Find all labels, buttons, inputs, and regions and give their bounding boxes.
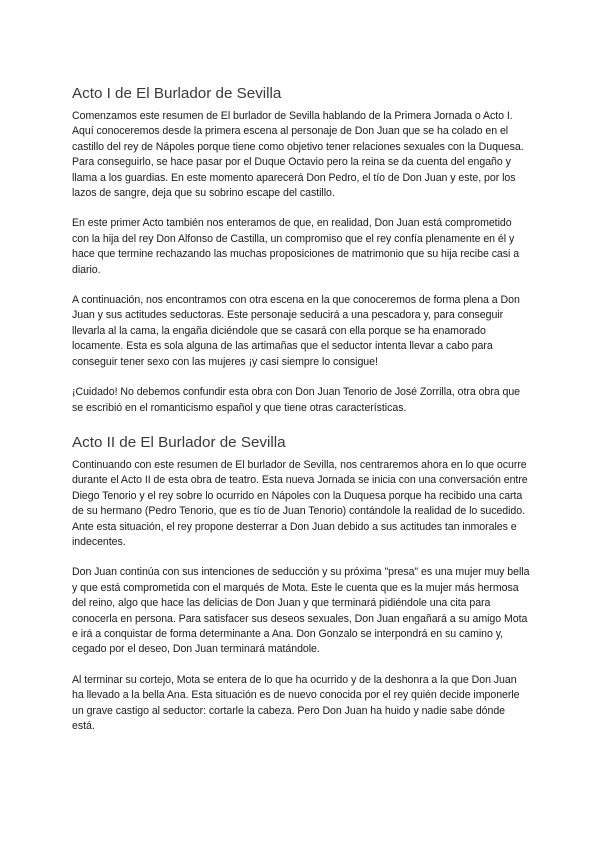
paragraph: Al terminar su cortejo, Mota se entera de lo que ha ocurrido y de la deshonra a la que Don Juan ha llevado a la bella Ana. Esta situación es de nuevo conocida por el rey quién decide imponerle un grave castigo al seductor: cortarle la cabeza. Pero Don Juan ha huido y nadie sabe dónde está.: [72, 673, 520, 732]
paragraph: Continuando con este resumen de El burlador de Sevilla, nos centraremos ahora en lo que ocurre durante el Acto II de esta obra de teatro. Esta nueva Jornada se inicia con una conversación entre Diego Tenorio y el rey sobre lo ocurrido en Nápoles con la Duquesa porque ha recibido una carta de su hermano (Pedro Tenorio, que es tío de Juan Tenorio) contándole la realidad de lo sucedido. Ante esta situación, el rey propone desterrar a Don Juan debido a sus actitudes tan inmorales e indecentes.: [72, 458, 528, 548]
paragraph: En este primer Acto también nos enteramos de que, en realidad, Don Juan está comprometido con la hija del rey Don Alfonso de Castilla, un compromiso que el rey confía plenamente en él y hace que termine rechazando las muchas proposiciones de matrimonio que su hija recibe casi a diario.: [72, 217, 520, 276]
paragraph: Comenzamos este resumen de El burlador de Sevilla hablando de la Primera Jornada o Acto I. Aquí conoceremos desde la primera escena al personaje de Don Juan que se ha colado en el castillo del rey de Nápoles porque tiene como objetivo tener relaciones sexuales con la Duquesa. Para conseguirlo, se hace pasar por el Duque Octavio pero la reina se da cuenta del engaño y llama a los guardias. En este momento aparecerá Don Pedro, el tío de Don Juan y este, por los lazos de sangre, deja que su sobrino escape del castillo.: [72, 110, 524, 200]
section-heading: Acto I de El Burlador de Sevilla: [72, 85, 282, 102]
document-page: [72, 84, 530, 734]
section-acto-1: [72, 84, 530, 416]
section-acto-2: [72, 433, 530, 735]
paragraph: A continuación, nos encontramos con otra escena en la que conoceremos de forma plena a Don Juan y sus actitudes seductoras. Este personaje seducirá a una pescadora y, para conseguir llevarla al la cama, la engaña diciéndole que se casará con ella porque se ha enamorado locamente. Esta es sola alguna de las artimañas que el seductor intenta llevar a cabo para conseguir tener sexo con las mujeres ¡y casi siempre lo consigue!: [72, 294, 520, 368]
paragraph: ¡Cuidado! No debemos confundir esta obra con Don Juan Tenorio de José Zorrilla, otra obra que se escribió en el romanticismo español y que tiene otras características.: [72, 386, 521, 414]
section-heading: Acto II de El Burlador de Sevilla: [72, 433, 286, 451]
paragraph: Don Juan continúa con sus intenciones de seducción y su próxima "presa" es una mujer muy bella y que está comprometida con el marqués de Mota. Este le cuenta que es la mujer más hermosa del reino, algo que hace las delicias de Don Juan y que terminará pidiéndole una cita para conocerla en persona. Para satisfacer sus deseos sexuales, Don Juan engañará a su amigo Mota e irá a conquistar de forma determinante a Ana. Don Gonzalo se interpondrá en su camino y, cegado por el deseo, Don Juan terminará matándole.: [72, 566, 530, 656]
